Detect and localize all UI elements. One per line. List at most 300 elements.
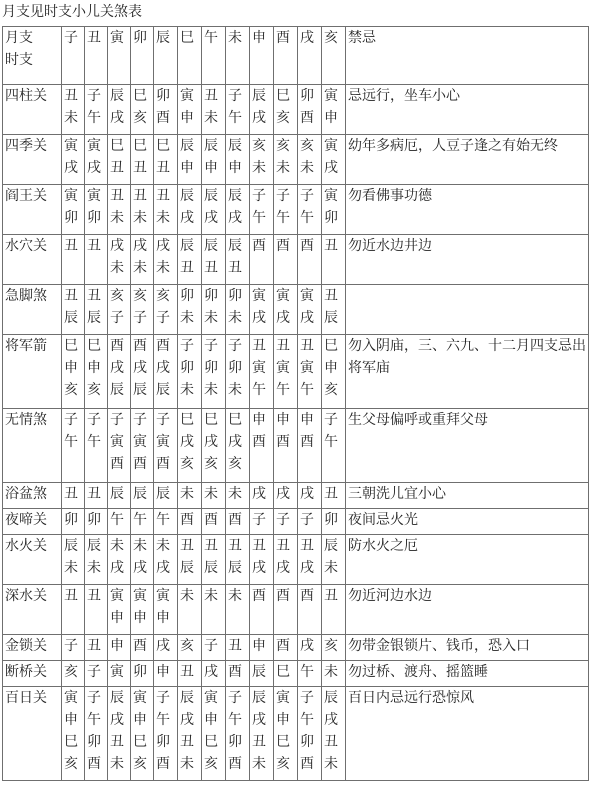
branch-char: 巳 [204,734,218,750]
branch-cell [274,635,298,661]
branch-cell [322,135,346,185]
branch-cell [85,285,108,335]
branch-cell [154,585,178,635]
branch-char: 酉 [180,512,194,528]
branch-cell [62,235,85,285]
branch-char: 午 [87,712,101,728]
branch-char: 亥 [204,456,218,472]
taboo-note: 勿入阴庙，三、六九、十二月四支忌出将军庙 [346,335,589,409]
branch-cell [62,483,85,509]
branch-cell [178,135,202,185]
branch-char: 戌 [252,712,266,728]
branch-char: 辰 [180,560,194,576]
branch-char: 巳 [204,412,218,428]
branch-char: 未 [180,756,194,772]
branch-char: 亥 [133,110,147,126]
branch-char: 戌 [252,560,266,576]
branch-cell [154,509,178,535]
branch-char: 辰 [204,238,218,254]
branch-char: 丑 [64,486,78,502]
branch-char: 巳 [276,664,290,680]
branch-char: 亥 [276,138,290,154]
branch-char: 酉 [276,238,290,254]
branch-cell [62,335,85,409]
branch-cell [178,585,202,635]
branch-cell [154,285,178,335]
branch-char: 丑 [180,734,194,750]
branch-cell [62,185,85,235]
branch-char: 丑 [276,338,290,354]
branch-char: 未 [64,560,78,576]
branch-char: 未 [110,260,124,276]
branch-char: 未 [228,382,242,398]
branch-char: 午 [300,664,314,680]
branch-char: 未 [228,486,242,502]
branch-char: 申 [204,712,218,728]
branch-cell [226,635,250,661]
branch-char: 辰 [180,188,194,204]
branch-char: 申 [324,110,338,126]
branch-cell [108,335,131,409]
branch-char: 寅 [156,434,170,450]
branch-char: 丑 [252,338,266,354]
branch-char: 亥 [180,638,194,654]
branch-cell [154,535,178,585]
branch-char: 酉 [156,456,170,472]
branch-char: 午 [156,512,170,528]
branch-char: 子 [204,338,218,354]
branch-cell [178,661,202,687]
branch-char: 子 [64,412,78,428]
branch-char: 申 [228,160,242,176]
branch-cell [178,335,202,409]
branch-char: 子 [87,88,101,104]
branch-char: 亥 [64,756,78,772]
branch-char: 巳 [133,138,147,154]
branch-cell [202,135,226,185]
branch-cell [131,335,154,409]
branch-char: 寅 [252,360,266,376]
branch-char: 辰 [204,188,218,204]
branch-char: 申 [324,360,338,376]
branch-char: 寅 [64,188,78,204]
branch-char: 申 [87,360,101,376]
branch-cell [298,335,322,409]
branch-char: 戌 [110,110,124,126]
branch-char: 辰 [228,138,242,154]
branch-char: 酉 [300,238,314,254]
branch-char: 卯 [228,360,242,376]
taboo-note: 勿过桥、渡舟、摇篮睡 [346,661,589,687]
branch-char: 丑 [228,260,242,276]
branch-char: 卯 [87,734,101,750]
table-row [3,483,589,509]
branch-char: 寅 [133,588,147,604]
branch-cell [226,661,250,687]
branch-char: 丑 [87,288,101,304]
branch-char: 辰 [324,538,338,554]
branch-cell [274,509,298,535]
branch-cell [202,335,226,409]
branch-cell [154,661,178,687]
branch-cell [62,661,85,687]
branch-cell [202,483,226,509]
branch-char: 子 [300,188,314,204]
branch-char: 子 [110,310,124,326]
table-row [3,409,589,483]
branch-char: 辰 [228,188,242,204]
branch-char: 戌 [180,712,194,728]
branch-char: 子 [276,188,290,204]
branch-cell [226,483,250,509]
branch-char: 巳 [228,412,242,428]
branch-char: 午 [276,210,290,226]
branch-cell [108,661,131,687]
branch-cell [108,185,131,235]
branch-char: 戌 [133,238,147,254]
branch-char: 未 [204,382,218,398]
branch-char: 寅 [324,88,338,104]
branch-char: 丑 [324,238,338,254]
branch-cell [131,85,154,135]
branch-char: 戌 [133,360,147,376]
branch-char: 卯 [324,512,338,528]
branch-cell [108,135,131,185]
branch-char: 未 [133,538,147,554]
branch-char: 申 [180,110,194,126]
branch-cell [322,535,346,585]
branch-char: 亥 [252,138,266,154]
branch-char: 亥 [156,288,170,304]
branch-cell [226,509,250,535]
branch-cell [250,235,274,285]
branch-char: 戌 [180,210,194,226]
branch-char: 巳 [324,338,338,354]
branch-char: 子 [252,188,266,204]
branch-char: 戌 [300,486,314,502]
branch-char: 子 [133,412,147,428]
branch-cell [108,409,131,483]
branch-cell [322,185,346,235]
branch-cell [178,185,202,235]
branch-char: 丑 [204,88,218,104]
branch-char: 卯 [180,288,194,304]
branch-char: 午 [133,512,147,528]
branch-char: 丑 [64,288,78,304]
branch-char: 戌 [180,434,194,450]
branch-char: 子 [87,690,101,706]
branch-cell [85,535,108,585]
branch-cell [250,483,274,509]
branch-cell [298,535,322,585]
branch-cell [131,409,154,483]
branch-char: 丑 [87,588,101,604]
branch-char: 辰 [204,560,218,576]
table-row [3,585,589,635]
branch-char: 子 [252,512,266,528]
branch-char: 未 [324,756,338,772]
month-header: 辰 [154,27,178,85]
branch-cell [298,661,322,687]
branch-char: 戌 [110,712,124,728]
branch-cell [250,661,274,687]
branch-cell [298,483,322,509]
branch-char: 亥 [64,664,78,680]
branch-cell [108,635,131,661]
branch-char: 未 [110,756,124,772]
branch-char: 酉 [228,664,242,680]
branch-cell [85,185,108,235]
taboo-note: 百日内忌远行恐惊风 [346,687,589,781]
branch-char: 子 [87,664,101,680]
branch-char: 戌 [110,360,124,376]
branch-char: 丑 [252,538,266,554]
branch-char: 巳 [276,88,290,104]
table-row [3,335,589,409]
table-body [3,27,589,781]
branch-char: 寅 [110,588,124,604]
taboo-note: 防水火之厄 [346,535,589,585]
branch-char: 丑 [204,538,218,554]
taboo-note: 勿近河边水边 [346,585,589,635]
branch-cell [131,185,154,235]
branch-char: 亥 [180,456,194,472]
branch-char: 戌 [204,664,218,680]
branch-cell [322,335,346,409]
branch-cell [131,483,154,509]
branch-cell [178,535,202,585]
branch-cell [250,85,274,135]
branch-char: 辰 [252,88,266,104]
branch-cell [322,661,346,687]
table-title: 月支见时支小儿关煞表 [2,4,142,20]
branch-char: 丑 [87,238,101,254]
branch-char: 酉 [228,512,242,528]
row-name: 四季关 [3,135,62,185]
branch-char: 戌 [110,560,124,576]
branch-char: 寅 [87,188,101,204]
branch-char: 卯 [300,734,314,750]
branch-char: 卯 [324,210,338,226]
row-name: 四柱关 [3,85,62,135]
branch-char: 亥 [324,638,338,654]
branch-cell [274,483,298,509]
branch-char: 申 [300,412,314,428]
branch-char: 辰 [110,382,124,398]
branch-char: 未 [204,110,218,126]
branch-char: 丑 [324,588,338,604]
branch-char: 卯 [300,88,314,104]
branch-char: 戌 [133,560,147,576]
table-row [3,509,589,535]
table-row [3,635,589,661]
branch-char: 午 [276,382,290,398]
row-name: 无情煞 [3,409,62,483]
branch-cell [274,235,298,285]
branch-char: 酉 [110,456,124,472]
branch-char: 寅 [133,690,147,706]
month-header: 亥 [322,27,346,85]
branch-cell [202,409,226,483]
branch-char: 戌 [204,434,218,450]
row-name: 将军箭 [3,335,62,409]
branch-cell [154,335,178,409]
branch-char: 未 [300,160,314,176]
month-header: 子 [62,27,85,85]
branch-cell [202,635,226,661]
branch-char: 戌 [228,210,242,226]
branch-cell [274,585,298,635]
branch-char: 辰 [110,88,124,104]
branch-char: 寅 [110,664,124,680]
branch-char: 寅 [276,690,290,706]
row-name: 金锁关 [3,635,62,661]
branch-char: 卯 [228,734,242,750]
month-header: 戌 [298,27,322,85]
branch-char: 申 [252,412,266,428]
branch-cell [85,661,108,687]
branch-cell [274,409,298,483]
branch-char: 申 [110,638,124,654]
branch-char: 子 [156,310,170,326]
branch-char: 戌 [276,486,290,502]
branch-char: 巳 [276,734,290,750]
branch-char: 午 [252,382,266,398]
branch-char: 子 [110,412,124,428]
branch-cell [274,687,298,781]
branch-char: 丑 [324,734,338,750]
branch-cell [178,687,202,781]
branch-char: 辰 [87,310,101,326]
branch-char: 申 [133,610,147,626]
branch-cell [202,235,226,285]
corner-cell [3,27,62,85]
table-row [3,535,589,585]
branch-char: 戌 [110,238,124,254]
branch-cell [226,185,250,235]
branch-cell [85,635,108,661]
branch-char: 酉 [204,512,218,528]
branch-cell [298,85,322,135]
branch-char: 午 [228,110,242,126]
branch-char: 丑 [300,338,314,354]
branch-cell [131,687,154,781]
branch-char: 戌 [276,310,290,326]
branch-cell [62,585,85,635]
branch-cell [62,409,85,483]
branch-char: 辰 [110,690,124,706]
branch-cell [154,185,178,235]
branch-char: 寅 [324,138,338,154]
branch-char: 未 [87,560,101,576]
branch-cell [226,85,250,135]
branch-cell [322,409,346,483]
branch-char: 丑 [228,538,242,554]
branch-cell [62,135,85,185]
branch-char: 申 [204,160,218,176]
branch-char: 戌 [64,160,78,176]
branch-char: 辰 [110,486,124,502]
branch-char: 寅 [64,138,78,154]
branch-char: 午 [300,382,314,398]
branch-char: 巳 [133,734,147,750]
branch-char: 申 [64,712,78,728]
branch-char: 未 [204,486,218,502]
branch-char: 丑 [252,734,266,750]
month-header: 卯 [131,27,154,85]
notes-header: 禁忌 [346,27,589,85]
branch-cell [202,185,226,235]
taboo-note: 忌远行，坐车小心 [346,85,589,135]
branch-cell [298,135,322,185]
branch-cell [274,185,298,235]
branch-char: 申 [110,610,124,626]
branch-char: 亥 [64,382,78,398]
branch-char: 丑 [64,88,78,104]
branch-cell [322,635,346,661]
branch-cell [322,483,346,509]
branch-char: 子 [87,412,101,428]
table-row [3,135,589,185]
branch-char: 未 [252,756,266,772]
branch-char: 未 [180,588,194,604]
branch-char: 辰 [252,690,266,706]
branch-char: 未 [228,588,242,604]
branch-char: 午 [252,210,266,226]
branch-cell [131,135,154,185]
branch-char: 巳 [156,138,170,154]
month-header: 申 [250,27,274,85]
table-row [3,235,589,285]
branch-cell [108,483,131,509]
branch-char: 未 [110,538,124,554]
branch-char: 申 [252,638,266,654]
branch-cell [131,235,154,285]
branch-cell [226,409,250,483]
branch-char: 戌 [87,160,101,176]
branch-cell [298,687,322,781]
branch-char: 酉 [300,756,314,772]
branch-char: 酉 [133,456,147,472]
branch-char: 午 [324,434,338,450]
branch-char: 寅 [64,690,78,706]
branch-char: 未 [156,210,170,226]
header-row [3,27,589,85]
month-header: 寅 [108,27,131,85]
branch-char: 丑 [133,160,147,176]
branch-char: 子 [324,412,338,428]
branch-char: 丑 [156,188,170,204]
taboo-note: 三朝洗儿宜小心 [346,483,589,509]
month-header: 未 [226,27,250,85]
branch-char: 亥 [324,382,338,398]
branch-char: 子 [276,512,290,528]
branch-char: 戌 [252,310,266,326]
branch-char: 亥 [133,756,147,772]
branch-cell [131,661,154,687]
branch-char: 丑 [64,588,78,604]
branch-char: 未 [324,560,338,576]
branch-cell [154,635,178,661]
branch-char: 辰 [228,560,242,576]
branch-char: 酉 [156,756,170,772]
taboo-note: 勿近水边井边 [346,235,589,285]
branch-cell [131,285,154,335]
branch-cell [108,285,131,335]
branch-char: 辰 [64,310,78,326]
row-name: 急脚煞 [3,285,62,335]
branch-char: 丑 [156,160,170,176]
